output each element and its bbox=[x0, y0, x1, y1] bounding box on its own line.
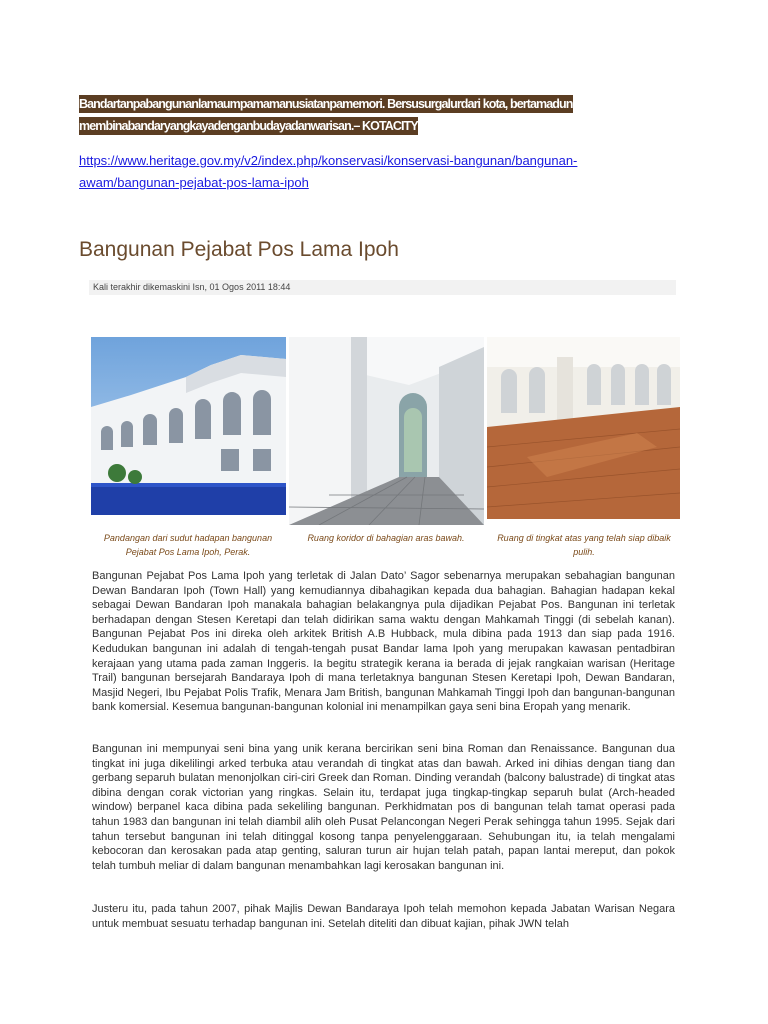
article-title: Bangunan Pejabat Pos Lama Ipoh bbox=[79, 238, 399, 261]
caption-exterior: Pandangan dari sudut hadapan bangunan Pejabat Pos Lama Ipoh, Perak. bbox=[103, 533, 273, 557]
corridor-photo bbox=[289, 337, 484, 525]
caption-corridor: Ruang koridor di bahagian aras bawah. bbox=[307, 533, 465, 543]
header-quote bbox=[79, 93, 669, 137]
source-link[interactable]: https://www.heritage.gov.my/v2/index.php/konservasi/konservasi-bangunan/bangunan-awam/bangunan-pejabat-pos-lama-ipoh bbox=[79, 153, 578, 190]
building-exterior-photo bbox=[91, 337, 286, 515]
upper-hall-photo bbox=[487, 337, 680, 519]
paragraph-2: Bangunan ini mempunyai seni bina yang unik kerana bercirikan seni bina Roman dan Renaissance. Bangunan dua tingkat ini juga dikelilingi arked terbuka atau verandah di tingkat atas dan bawah. Arked ini dihias dengan tiang dan gerbang separuh bulatan menonjolkan ciri-ciri Greek dan Roman. Dinding verandah (balcony balustrade) di tingkat atas dibina dengan corak victorian yang ringkas. Selain itu, terdapat juga tingkap-tingkap separuh bulat (Arch-headed window) berpanel kaca dibina pada sekeliling bangunan. Perkhidmatan pos di bangunan telah tamat operasi pada tahun 1983 dan bangunan ini telah diambil alih oleh Pusat Pelancongan Negeri Perak sehingga tahun 1995. Sejak dari tahun tersebut bangunan ini telah ditinggal kosong tanpa penyelenggaraan. Sehubungan itu, ia telah mengalami kebocoran dan kerosakan pada atap genting, saluran turun air hujan telah patah, papan lantai mereput, dan pokok telah tumbuh meliar di dalam bangunan menambahkan lagi kerosakan bangunan ini. bbox=[92, 743, 675, 872]
quote-line-2: membinabandaryangkayadenganbudayadanwarisan.– KOTACITY bbox=[79, 119, 418, 133]
paragraph-1: Bangunan Pejabat Pos Lama Ipoh yang terletak di Jalan Dato’ Sagor sebenarnya merupakan sebahagian bangunan Dewan Bandaran Ipoh (Town Hall) yang kemudiannya dibahagikan kepada dua bahagian. Bahagian hadapan kekal sebagai Dewan Bandaran Ipoh manakala bahagian belakangnya pula dijadikan Pejabat Pos. Bangunan ini terletak berhadapan dengan Stesen Keretapi dan telah didirikan sama waktu dengan Mahkamah Tinggi (di sebelah kanan). Bangunan Pejabat Pos ini direka oleh arkitek British A.B Hubback, mula dibina pada 1913 dan siap pada 1916. Kedudukan bangunan ini adalah di tengah-tengah pusat Bandar lama Ipoh yang merupakan kawasan pentadbiran kerajaan yang utama pada zaman Inggeris. Ia begitu strategik kerana ia berada di jejak rangkaian warisan (Heritage Trail) bangunan bersejarah Bandaraya Ipoh di mana terletaknya bangunan Stesen Keretapi Ipoh, Dewan Bandaran, Masjid Negeri, Ibu Pejabat Polis Trafik, Menara Jam British, bangunan Mahkamah Tinggi Ipoh dan bangunan-bangunan bank komersial. Kesemua bangunan-bangunan kolonial ini menampilkan gaya seni bina Eropah yang menarik. bbox=[92, 570, 675, 714]
last-updated: Kali terakhir dikemaskini Isn, 01 Ogos 2011 18:44 bbox=[89, 280, 676, 295]
quote-line-1: Bandartanpabangunanlamaumpamamanusiatanpamemori. Bersusurgalurdari kota, bertamadun bbox=[79, 97, 573, 111]
paragraph-3: Justeru itu, pada tahun 2007, pihak Majlis Dewan Bandaraya Ipoh telah memohon kepada Jabatan Warisan Negara untuk membuat sesuatu terhadap bangunan ini. Setelah diteliti dan dibuat kajian, pihak JWN telah bbox=[92, 903, 675, 930]
caption-upper-hall: Ruang di tingkat atas yang telah siap dibaik pulih. bbox=[497, 533, 671, 557]
